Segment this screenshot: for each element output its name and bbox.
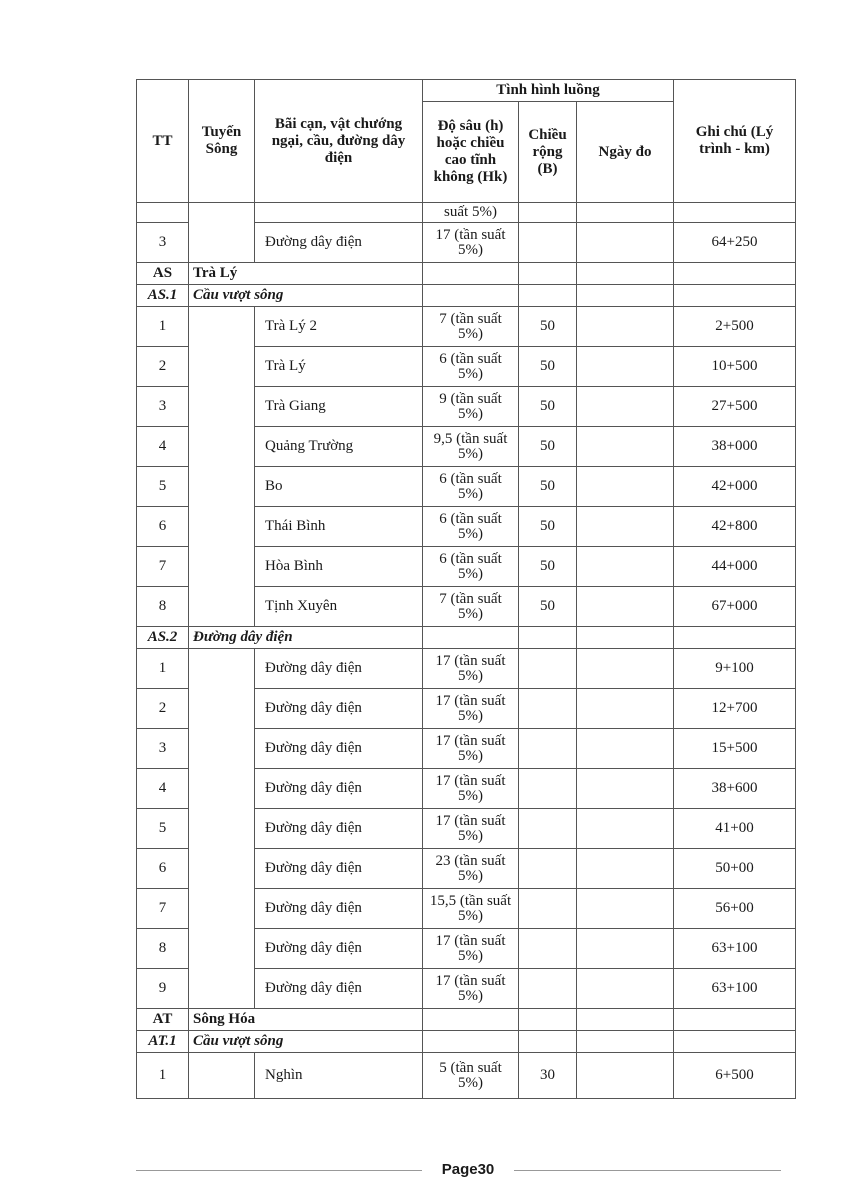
name-cell: Đường dây điện — [255, 929, 423, 969]
name-cell: Tịnh Xuyên — [255, 587, 423, 627]
km-cell: 2+500 — [674, 307, 796, 347]
name-cell: Đường dây điện — [255, 889, 423, 929]
subsection-code: AS.1 — [137, 285, 189, 307]
tt-cell: 3 — [137, 223, 189, 263]
width-cell — [519, 969, 577, 1009]
tt-cell: 4 — [137, 427, 189, 467]
header-width: Chiều rộng (B) — [519, 102, 577, 203]
width-cell: 50 — [519, 347, 577, 387]
depth-cell: 23 (tần suất 5%) — [423, 849, 519, 889]
depth-cell: 6 (tần suất 5%) — [423, 347, 519, 387]
depth-cell: 17 (tần suất 5%) — [423, 729, 519, 769]
table-row — [137, 649, 796, 689]
km-cell: 15+500 — [674, 729, 796, 769]
name-cell: Đường dây điện — [255, 649, 423, 689]
table-row-continuation — [137, 203, 796, 223]
obstacle-table — [136, 79, 796, 1099]
width-cell: 50 — [519, 547, 577, 587]
header-channel-status: Tình hình luồng — [423, 80, 674, 102]
width-cell — [519, 849, 577, 889]
table-row — [137, 307, 796, 347]
footer-divider-right — [514, 1170, 781, 1171]
section-code: AT — [137, 1009, 189, 1031]
name-cell: Trà Lý — [255, 347, 423, 387]
depth-cell: 6 (tần suất 5%) — [423, 507, 519, 547]
depth-cell: 17 (tần suất 5%) — [423, 809, 519, 849]
km-cell: 56+00 — [674, 889, 796, 929]
name-cell: Trà Lý 2 — [255, 307, 423, 347]
depth-cell: 17 (tần suất 5%) — [423, 929, 519, 969]
tt-cell: 7 — [137, 547, 189, 587]
km-cell: 38+000 — [674, 427, 796, 467]
tt-cell: 3 — [137, 387, 189, 427]
name-cell: Đường dây điện — [255, 223, 423, 263]
header-notes: Ghi chú (Lý trình - km) — [674, 80, 796, 203]
subsection-code: AS.2 — [137, 627, 189, 649]
depth-cell: 6 (tần suất 5%) — [423, 547, 519, 587]
subsection-row — [137, 285, 796, 307]
km-cell: 64+250 — [674, 223, 796, 263]
tt-cell: 6 — [137, 507, 189, 547]
section-row — [137, 1009, 796, 1031]
name-cell: Bo — [255, 467, 423, 507]
depth-cell: 17 (tần suất 5%) — [423, 689, 519, 729]
km-cell: 10+500 — [674, 347, 796, 387]
subsection-row — [137, 627, 796, 649]
header-depth: Độ sâu (h) hoặc chiều cao tĩnh không (Hk) — [423, 102, 519, 203]
tt-cell: 1 — [137, 307, 189, 347]
name-cell: Thái Bình — [255, 507, 423, 547]
tt-cell: 8 — [137, 587, 189, 627]
tt-cell: 7 — [137, 889, 189, 929]
tt-cell: 5 — [137, 467, 189, 507]
depth-cell: 7 (tần suất 5%) — [423, 307, 519, 347]
section-row — [137, 263, 796, 285]
tt-cell: 1 — [137, 649, 189, 689]
name-cell: Đường dây điện — [255, 729, 423, 769]
header-obstacle: Bãi cạn, vật chướng ngại, cầu, đường dây điện — [255, 80, 423, 203]
tt-cell: 6 — [137, 849, 189, 889]
km-cell: 63+100 — [674, 929, 796, 969]
km-cell: 6+500 — [674, 1053, 796, 1099]
section-code: AS — [137, 263, 189, 285]
width-cell: 50 — [519, 307, 577, 347]
km-cell: 42+000 — [674, 467, 796, 507]
section-name: Trà Lý — [189, 263, 423, 285]
width-cell: 50 — [519, 427, 577, 467]
name-cell: Đường dây điện — [255, 769, 423, 809]
subsection-name: Cầu vượt sông — [189, 1031, 423, 1053]
name-cell: Đường dây điện — [255, 849, 423, 889]
width-cell: 50 — [519, 387, 577, 427]
km-cell: 50+00 — [674, 849, 796, 889]
width-cell — [519, 729, 577, 769]
tt-cell: 8 — [137, 929, 189, 969]
tt-cell: 2 — [137, 347, 189, 387]
depth-cell: suất 5%) — [423, 203, 519, 223]
name-cell: Trà Giang — [255, 387, 423, 427]
name-cell: Đường dây điện — [255, 689, 423, 729]
width-cell — [519, 769, 577, 809]
tt-cell: 2 — [137, 689, 189, 729]
depth-cell: 9 (tần suất 5%) — [423, 387, 519, 427]
depth-cell: 9,5 (tần suất 5%) — [423, 427, 519, 467]
width-cell: 50 — [519, 507, 577, 547]
km-cell: 44+000 — [674, 547, 796, 587]
width-cell: 50 — [519, 587, 577, 627]
km-cell: 38+600 — [674, 769, 796, 809]
page-number: Page30 — [441, 1161, 495, 1178]
name-cell: Đường dây điện — [255, 969, 423, 1009]
depth-cell: 17 (tần suất 5%) — [423, 649, 519, 689]
width-cell: 30 — [519, 1053, 577, 1099]
width-cell — [519, 689, 577, 729]
width-cell — [519, 929, 577, 969]
width-cell: 50 — [519, 467, 577, 507]
name-cell: Đường dây điện — [255, 809, 423, 849]
name-cell: Nghìn — [255, 1053, 423, 1099]
depth-cell: 17 (tần suất 5%) — [423, 969, 519, 1009]
width-cell — [519, 649, 577, 689]
depth-cell: 17 (tần suất 5%) — [423, 769, 519, 809]
km-cell: 9+100 — [674, 649, 796, 689]
km-cell: 67+000 — [674, 587, 796, 627]
subsection-row — [137, 1031, 796, 1053]
km-cell: 41+00 — [674, 809, 796, 849]
name-cell: Hòa Bình — [255, 547, 423, 587]
tt-cell: 4 — [137, 769, 189, 809]
km-cell: 42+800 — [674, 507, 796, 547]
footer-divider-left — [136, 1170, 422, 1171]
depth-cell: 17 (tần suất 5%) — [423, 223, 519, 263]
subsection-name: Cầu vượt sông — [189, 285, 423, 307]
section-name: Sông Hóa — [189, 1009, 423, 1031]
subsection-name: Đường dây điện — [189, 627, 423, 649]
km-cell: 63+100 — [674, 969, 796, 1009]
subsection-code: AT.1 — [137, 1031, 189, 1053]
name-cell: Quảng Trường — [255, 427, 423, 467]
depth-cell: 15,5 (tần suất 5%) — [423, 889, 519, 929]
depth-cell: 7 (tần suất 5%) — [423, 587, 519, 627]
width-cell — [519, 889, 577, 929]
km-cell: 12+700 — [674, 689, 796, 729]
tt-cell: 3 — [137, 729, 189, 769]
table-row — [137, 1053, 796, 1099]
tt-cell: 1 — [137, 1053, 189, 1099]
header-date: Ngày đo — [577, 102, 674, 203]
depth-cell: 6 (tần suất 5%) — [423, 467, 519, 507]
width-cell — [519, 809, 577, 849]
header-tt: TT — [137, 80, 189, 203]
header-tuyen-song: Tuyến Sông — [189, 80, 255, 203]
tt-cell: 9 — [137, 969, 189, 1009]
tt-cell: 5 — [137, 809, 189, 849]
km-cell: 27+500 — [674, 387, 796, 427]
depth-cell: 5 (tần suất 5%) — [423, 1053, 519, 1099]
